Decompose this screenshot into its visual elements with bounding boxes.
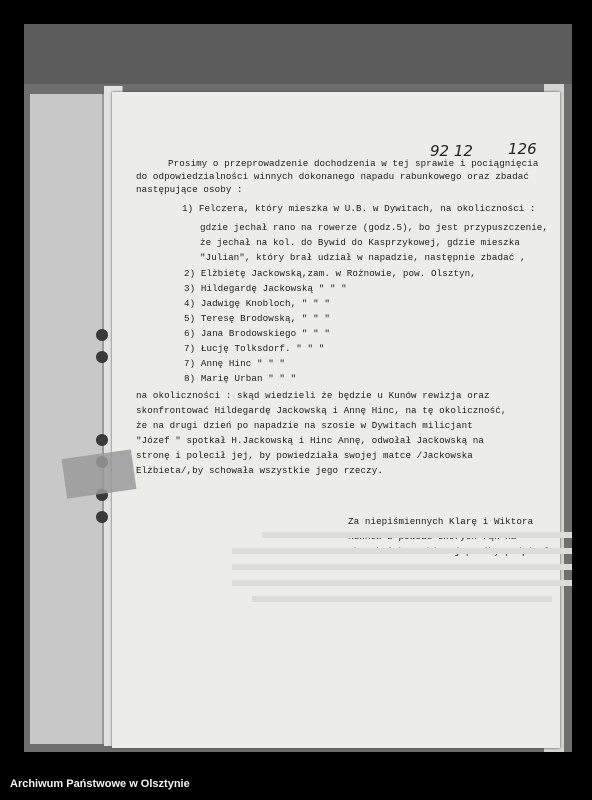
list-item: 8) Marię Urban " " " — [184, 373, 297, 384]
signature-note: Za niepiśmiennych Klarę i Wiktora — [348, 516, 534, 527]
punch-hole — [96, 351, 108, 363]
document-page — [112, 92, 560, 748]
list-item: 3) Hildegardę Jackowską " " " — [184, 283, 347, 294]
text-line: "Julian", który brał udział w napadzie, następnie zbadać , — [200, 252, 526, 263]
punch-hole — [96, 434, 108, 446]
bleed-through-text — [252, 596, 552, 602]
text-line: gdzie jechał rano na rowerze (godz.5), bo jest przypuszczenie, — [200, 222, 549, 233]
folio-number-right: 126 — [508, 140, 537, 158]
list-item: 7) Annę Hinc " " " — [184, 358, 286, 369]
punch-hole — [96, 329, 108, 341]
text-line: do odpowiedzialności winnych dokonanego napadu rabunkowego oraz zbadać — [136, 171, 529, 182]
list-item: 7) Łucję Tolksdorf. " " " — [184, 343, 325, 354]
text-line: Prosimy o przeprowadzenie dochodzenia w tej sprawie i pociągnięcia — [168, 158, 539, 169]
list-item: 5) Teresę Brodowską, " " " — [184, 313, 330, 324]
photo-frame — [24, 24, 572, 752]
text-line: 1) Felczera, który mieszka w U.B. w Dywitach, na okoliczności : — [182, 203, 536, 214]
folder-cover — [30, 94, 104, 744]
text-line: że jechał na kol. do Bywid do Kasprzykowej, gdzie mieszka — [200, 237, 520, 248]
text-line: "Józef " spotkał H.Jackowską i Hinc Annę, odwołał Jackowską na — [136, 435, 485, 446]
text-line: że na drugi dzień po napadzie na szosie w Dywitach milicjant — [136, 420, 473, 431]
list-item: 6) Jana Brodowskiego " " " — [184, 328, 330, 339]
text-line: stronę i polecił jej, by powiedziała swojej matce /Jackowska — [136, 450, 473, 461]
bleed-through-text — [232, 564, 572, 570]
list-item: 4) Jadwigę Knobloch, " " " — [184, 298, 330, 309]
folio-number: 92 12 — [430, 142, 473, 160]
archive-name: Archiwum Państwowe w Olsztynie — [10, 778, 190, 790]
bleed-through-text — [232, 580, 572, 586]
archive-footer — [0, 752, 592, 800]
bleed-through-text — [262, 532, 572, 538]
text-line: Elżbieta/,by schowała wszystkie jego rzeczy. — [136, 465, 383, 476]
bleed-through-text — [232, 548, 572, 554]
backing-board — [24, 24, 572, 84]
list-item: 2) Elżbietę Jackowską,zam. w Rożnowie, pow. Olsztyn, — [184, 268, 476, 279]
text-line: na okoliczności : skąd wiedzieli że będzie u Kunów rewizja oraz — [136, 390, 490, 401]
text-line: następujące osoby : — [136, 184, 243, 195]
text-line: skonfrontować Hildegardę Jackowską i Annę Hinc, na tę okoliczność, — [136, 405, 507, 416]
punch-hole — [96, 511, 108, 523]
